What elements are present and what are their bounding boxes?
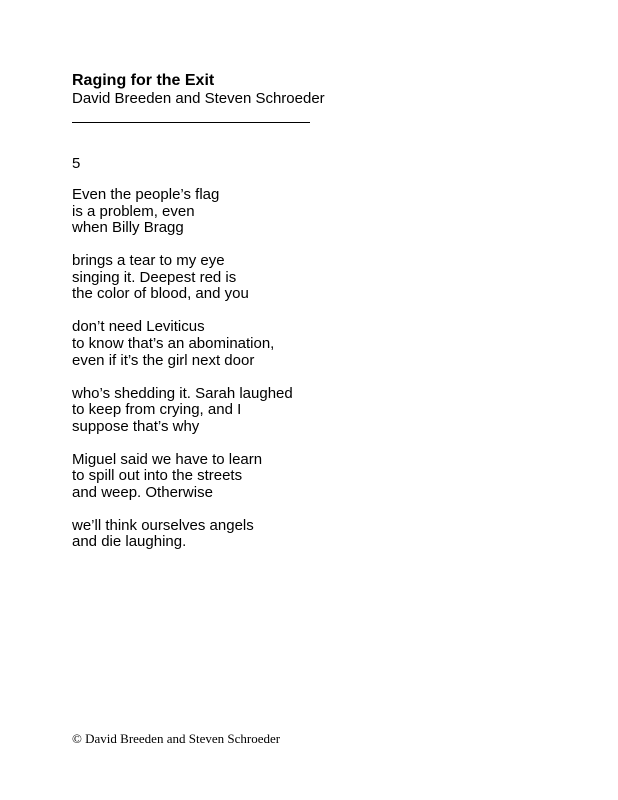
stanza <box>72 452 293 502</box>
poem-line: and weep. Otherwise <box>72 483 213 501</box>
poem-line: to keep from crying, and I <box>72 401 242 419</box>
poem-line: Miguel said we have to learn <box>72 450 263 468</box>
stanza <box>72 518 293 551</box>
poem-line: when Billy Bragg <box>72 219 184 237</box>
header <box>72 71 325 108</box>
poem-authors: David Breeden and Steven Schroeder <box>72 90 325 107</box>
poem-line: is a problem, even <box>72 202 195 220</box>
poem-line: and die laughing. <box>72 533 187 551</box>
poem-line: the color of blood, and you <box>72 285 249 303</box>
poem-line: Even the people’s flag <box>72 186 220 203</box>
poem-line: suppose that’s why <box>72 417 200 435</box>
poem-line: don’t need Leviticus <box>72 318 205 336</box>
divider-rule <box>72 122 310 123</box>
poem-body <box>72 187 293 567</box>
copyright-footer: © David Breeden and Steven Schroeder <box>72 731 281 746</box>
stanza <box>72 386 293 436</box>
stanza <box>72 187 293 237</box>
stanza <box>72 319 293 369</box>
poem-title: Raging for the Exit <box>72 72 215 89</box>
poem-line: to spill out into the streets <box>72 467 243 485</box>
poem-line: who’s shedding it. Sarah laughed <box>72 384 293 402</box>
poem-line: singing it. Deepest red is <box>72 268 237 286</box>
poem-line: brings a tear to my eye <box>72 252 225 270</box>
poem-line: we’ll think ourselves angels <box>72 516 254 534</box>
section-number: 5 <box>72 155 81 172</box>
poem-line: even if it’s the girl next door <box>72 351 255 369</box>
stanza <box>72 253 293 303</box>
poem-line: to know that’s an abomination, <box>72 334 275 352</box>
